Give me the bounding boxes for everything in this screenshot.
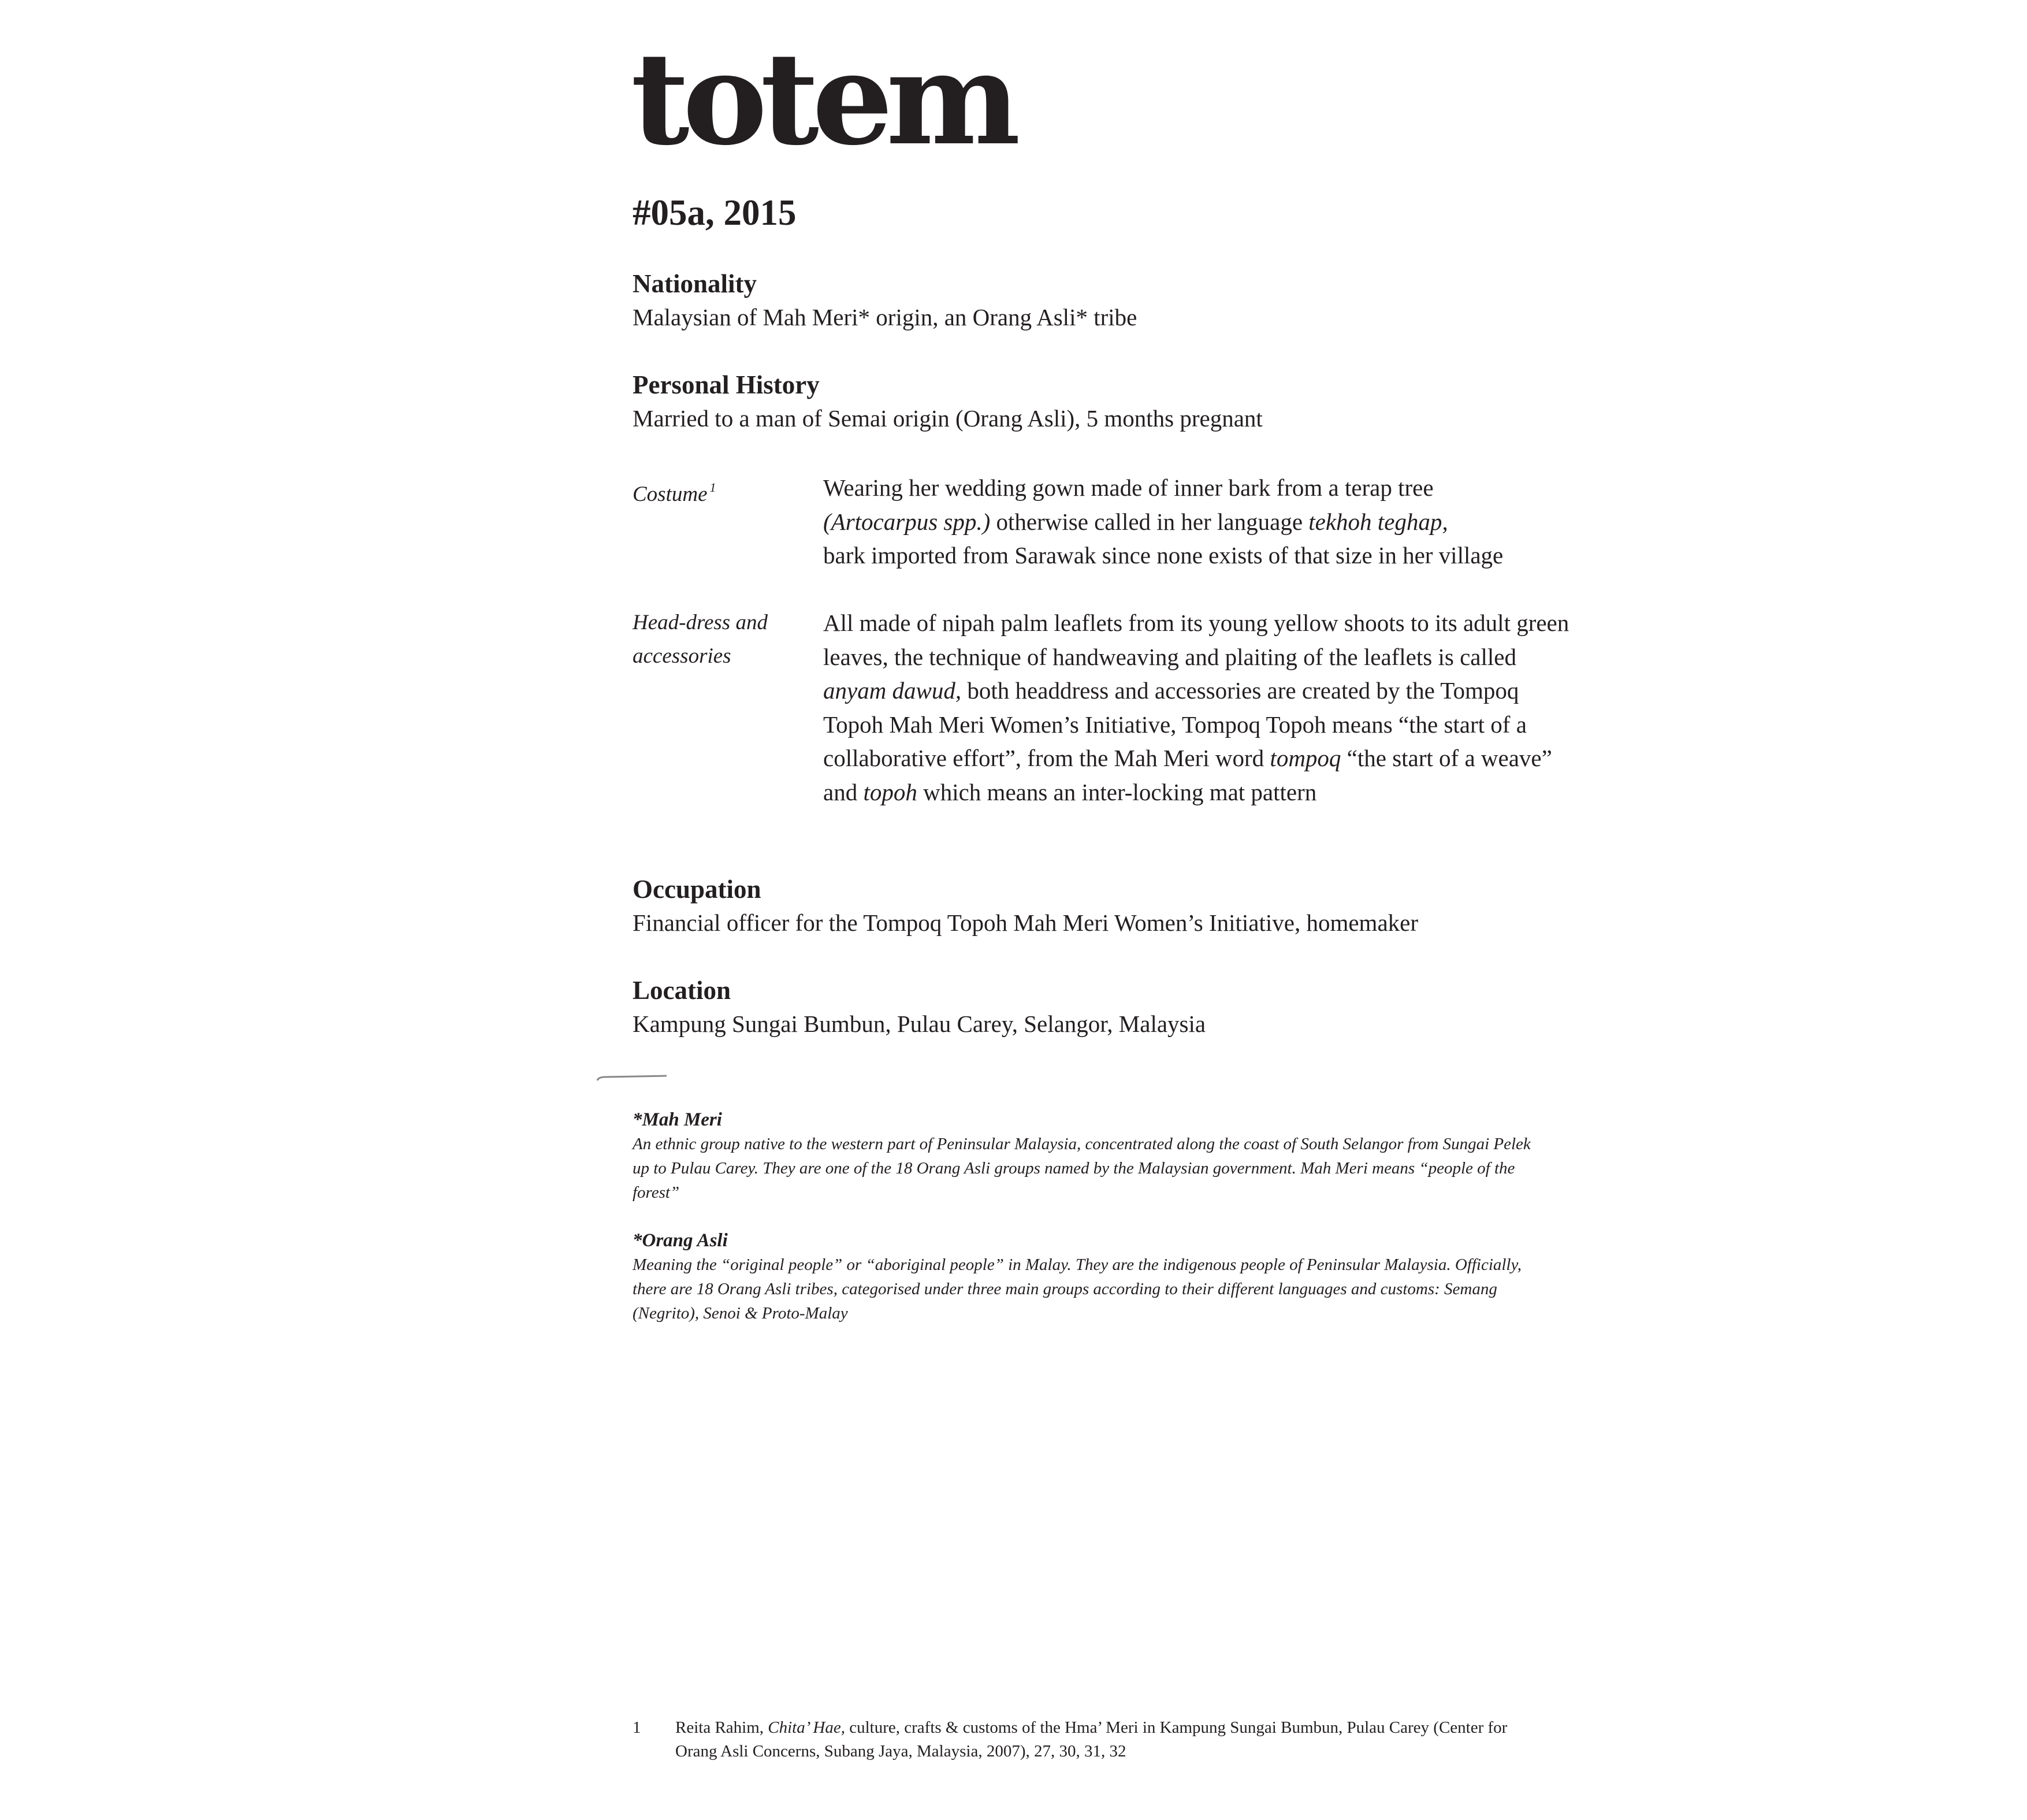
occupation-text: Financial officer for the Tompoq Topoh Mah Meri Women’s Initiative, homemaker (633, 909, 1418, 936)
note-orang-asli (633, 1228, 1534, 1325)
footnote-book-title: Chita’ Hae, (768, 1718, 845, 1737)
headdress-text-2: both headdress and accessories are created by the Tompoq Topoh Mah Meri Women’s Initiative, Tompoq Topoh means “the start of a collaborative effort”, from the Mah Meri word (823, 677, 1527, 771)
personal-history-heading: Personal History (633, 370, 820, 399)
issue-number: #05a, 2015 (633, 192, 797, 233)
occupation-heading: Occupation (633, 875, 761, 904)
costume-label-text: Costume (633, 482, 708, 506)
totem-logo (626, 24, 1014, 179)
costume-term-latin: (Artocarpus spp.) (823, 508, 991, 535)
headdress-term-1: anyam dawud, (823, 677, 962, 704)
note-title: *Orang Asli (633, 1230, 728, 1251)
headdress-label: Head-dress and accessories (633, 611, 768, 668)
footnote-citation (675, 1716, 1542, 1763)
costume-footnote-marker: 1 (709, 480, 716, 495)
note-body: An ethnic group native to the western part of Peninsular Malaysia, concentrated along the coast of South Selangor from Sungai Pelek up to Pulau Carey. They are one of the 18 Orang Asli groups named by the Malaysian government. Mah Meri means “people of the forest” (633, 1135, 1531, 1202)
logo-wordmark: totem (631, 24, 1014, 173)
headdress-text-4: which means an inter-locking mat pattern (917, 778, 1317, 805)
headdress-description (823, 606, 1574, 809)
section-divider (596, 1074, 670, 1082)
personal-history-text: Married to a man of Semai origin (Orang Asli), 5 months pregnant (633, 405, 1263, 432)
headdress-text-3: “the start of a weave” and (823, 745, 1552, 805)
headdress-term-2: tompoq (1270, 745, 1341, 771)
personal-history-section (633, 368, 1568, 435)
occupation-section (633, 872, 1568, 939)
costume-term-local: tekhoh teghap, (1308, 508, 1448, 535)
costume-line-2: otherwise called in her language (990, 508, 1309, 535)
location-section (633, 974, 1568, 1041)
costume-description (823, 471, 1574, 573)
nationality-text: Malaysian of Mah Meri* origin, an Orang Asli* tribe (633, 304, 1137, 330)
headdress-row (633, 606, 1569, 849)
location-heading: Location (633, 976, 731, 1005)
nationality-heading: Nationality (633, 269, 757, 298)
headdress-term-3: topoh (863, 778, 917, 805)
note-mah-meri (633, 1108, 1534, 1205)
headdress-text-1: All made of nipah palm leaflets from its young yellow shoots to its adult green leaves, the technique of handweaving and plaiting of the leaflets is called (823, 610, 1569, 670)
costume-label (633, 471, 817, 511)
footnote-number: 1 (633, 1718, 641, 1737)
note-title: *Mah Meri (633, 1109, 722, 1130)
note-body: Meaning the “original people” or “aboriginal people” in Malay. They are the indigenous people of Peninsular Malaysia. Officially, there are 18 Orang Asli tribes, categorised under three main groups according to their different languages and customs: Semang (Negrito), Senoi & Proto-Malay (633, 1256, 1522, 1323)
location-text: Kampung Sungai Bumbun, Pulau Carey, Selangor, Malaysia (633, 1011, 1206, 1037)
nationality-section (633, 267, 1568, 334)
footnote-author: Reita Rahim, (675, 1718, 768, 1737)
costume-row (633, 471, 1557, 604)
footnote-rest: culture, crafts & customs of the Hma’ Meri in Kampung Sungai Bumbun, Pulau Carey (Center for Orang Asli Concerns, Subang Jaya, Malaysia, 2007), 27, 30, 31, 32 (675, 1718, 1508, 1760)
costume-line-1: Wearing her wedding gown made of inner bark from a terap tree (823, 474, 1434, 501)
costume-line-3: bark imported from Sarawak since none exists of that size in her village (823, 542, 1504, 569)
